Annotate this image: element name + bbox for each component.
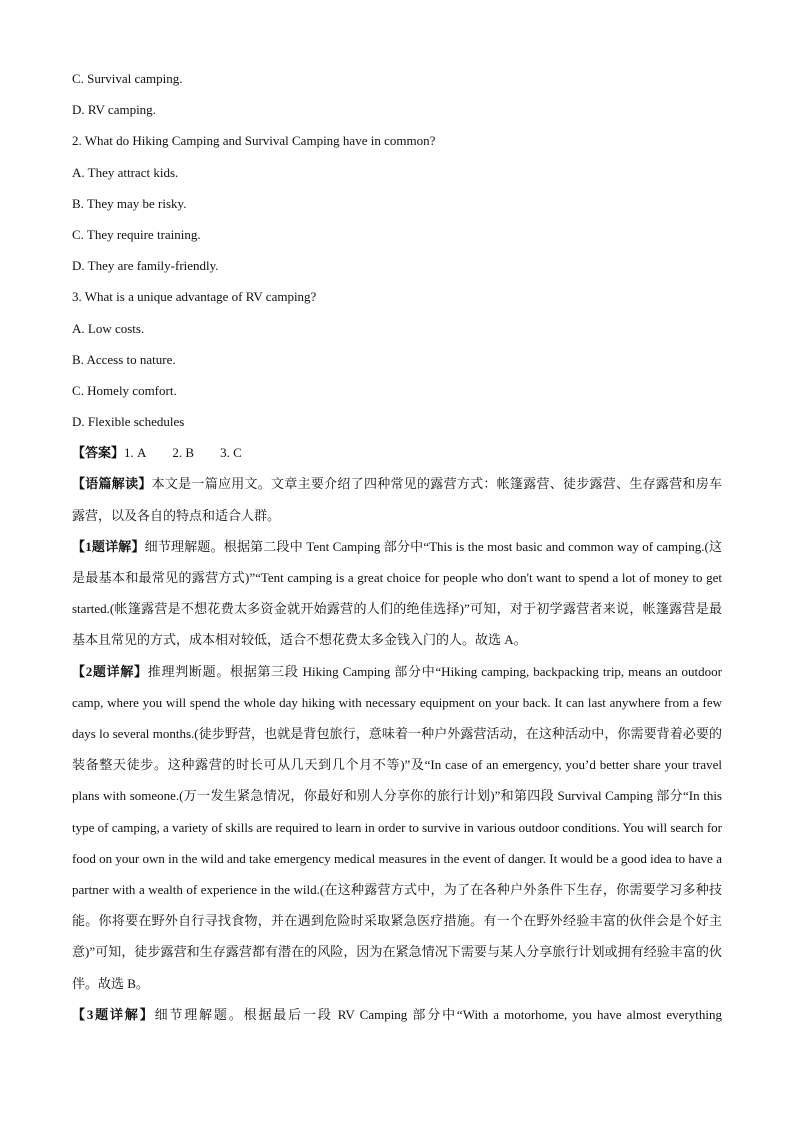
answer-item-3: 3. C (220, 445, 242, 461)
detail-3 (72, 999, 722, 1030)
analysis-label: 【语篇解读】 (72, 476, 152, 492)
detail-2-text: 推理判断题。根据第三段 Hiking Camping 部分中“Hiking camping, backpacking trip, means an outdoor camp, where you will spend the whole day hiking with necessary equipment on your back. It can last anywhere from a few days lo several months.(徒步野营，也就是背包旅行，意味着一种户外露营活动，在这种活动中，你需要背着必要的装备整天徒步。这种露营的时长可从几天到几个月不等)”及“In case of an emergency, you’d better share your travel plans with someone.(万一发生紧急情况，你最好和别人分享你的旅行计划)”和第四段 Survival Camping 部分“In this type of camping, a variety of skills are required to learn in order to survive in various outdoor conditions. You will search for food on your own in the wild and take emergency medical measures in the event of danger. It would be a good idea to have a partner with a wealth of experience in the wild.(在这种露营方式中，为了在各种户外条件下生存，你需要学习多种技能。你将要在野外自行寻找食物，并在遇到危险时采取紧急医疗措施。有一个在野外经验丰富的伙伴会是个好主意)”可知，徒步露营和生存露营都有潜在的风险，因为在紧急情况下需要与某人分享旅行计划或拥有经验丰富的伙伴。故选 B。 (72, 663, 722, 991)
detail-3-label: 【3题详解】 (72, 1006, 155, 1022)
question-2-stem: 2. What do Hiking Camping and Survival Camping have in common? (72, 133, 436, 149)
option-q2-b: B. They may be risky. (72, 195, 187, 211)
analysis-text: 本文是一篇应用文。文章主要介绍了四种常见的露营方式：帐篷露营、徒步露营、生存露营和房车露营，以及各自的特点和适合人群。 (72, 476, 722, 523)
question-3-stem: 3. What is a unique advantage of RV camping? (72, 289, 317, 305)
detail-1-label: 【1题详解】 (72, 538, 145, 554)
detail-2-label: 【2题详解】 (72, 663, 148, 679)
answer-item-1: 1. A (124, 445, 147, 461)
option-q3-b: B. Access to nature. (72, 351, 176, 367)
option-q1-c: C. Survival camping. (72, 71, 183, 86)
answer-label: 【答案】 (72, 445, 125, 461)
answer-item-2: 2. B (172, 445, 195, 461)
option-q1-d: D. RV camping. (72, 102, 156, 118)
option-q2-c: C. They require training. (72, 226, 201, 242)
option-q3-d: D. Flexible schedules (72, 414, 185, 430)
detail-1-text: 细节理解题。根据第二段中 Tent Camping 部分中“This is the most basic and common way of camping.(这是最基本和最常见的露营方式)”“Tent camping is a great choice for people who don't want to spend a lot of money to get started.(帐篷露营是不想花费太多资金就开始露营的人们的绝佳选择)”可知，对于初学露营者来说，帐篷露营是最基本且常见的方式，成本相对较低，适合不想花费太多金钱入门的人。故选 A。 (72, 538, 722, 648)
option-q2-d: D. They are family-friendly. (72, 258, 219, 274)
detail-1 (72, 531, 722, 656)
option-q3-c: C. Homely comfort. (72, 382, 177, 398)
document-page (72, 63, 722, 1030)
answer-line (72, 437, 722, 468)
passage-analysis (72, 468, 722, 530)
option-q2-a: A. They attract kids. (72, 164, 179, 180)
detail-2 (72, 656, 722, 999)
option-q3-a: A. Low costs. (72, 320, 145, 336)
detail-3-text: 细节理解题。根据最后一段 RV Camping 部分中“With a motorhome, you have almost everything (154, 1006, 722, 1022)
